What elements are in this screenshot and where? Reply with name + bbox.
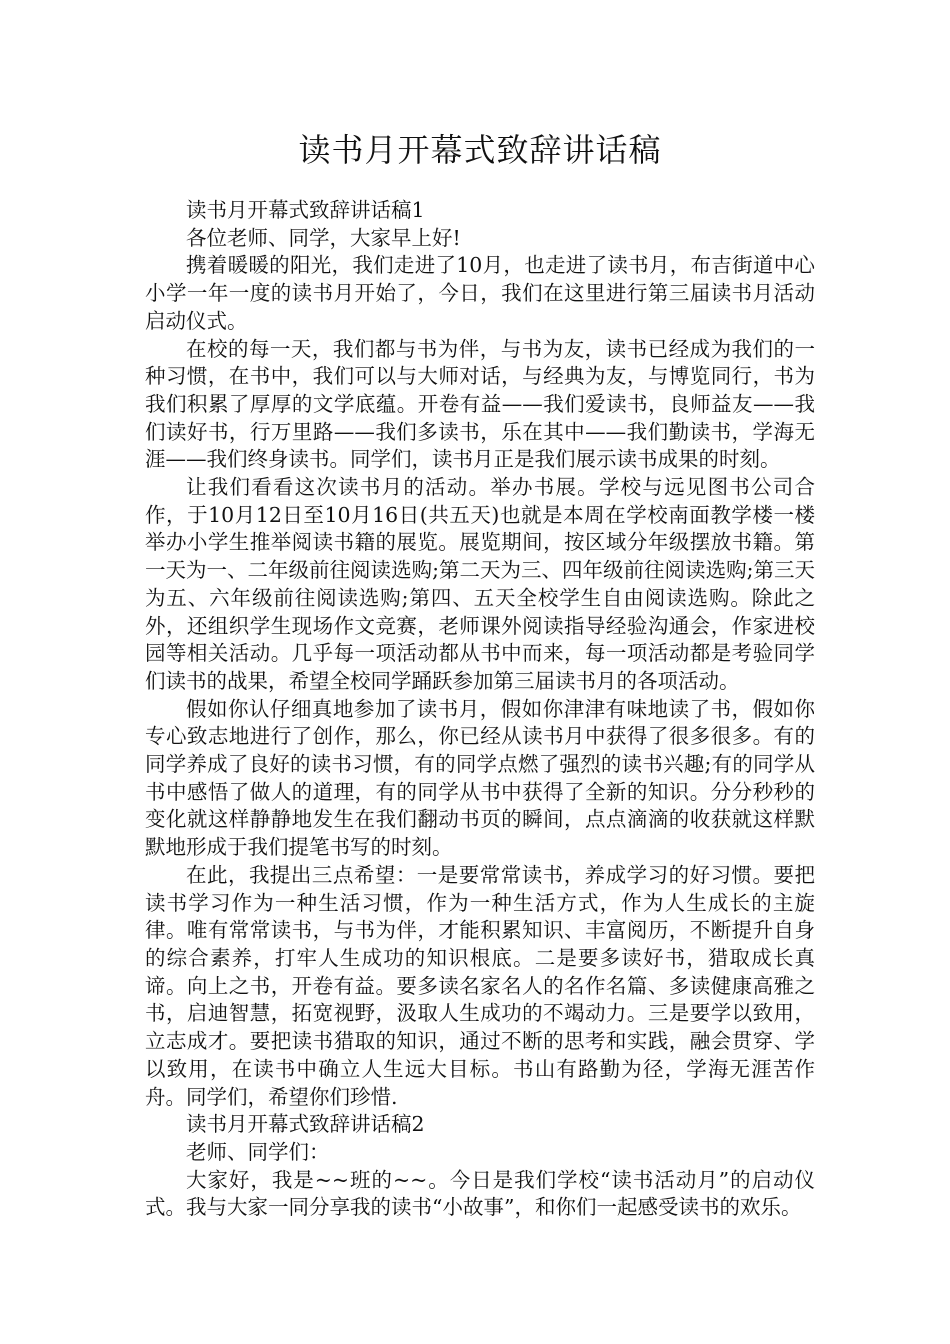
body-paragraph: 让我们看看这次读书月的活动。举办书展。学校与远见图书公司合作，于10月12日至10月16日(共五天)也就是本周在学校南面教学楼一楼举办小学生推举阅读书籍的展览。展览期间，按区域分年级摆放书籍。第一天为一、二年级前往阅读选购;第二天为三、四年级前往阅读选购;第三天为五、六年级前往阅读选购;第四、五天全校学生自由阅读选购。除此之外，还组织学生现场作文竞赛，老师课外阅读指导经验沟通会，作家进校园等相关活动。几乎每一项活动都从书中而来，每一项活动都是考验同学们读书的战果，希望全校同学踊跃参加第三届读书月的各项活动。: [145, 475, 815, 693]
section-heading-2: 读书月开幕式致辞讲话稿2: [186, 1112, 425, 1137]
body-paragraph: 假如你认仔细真地参加了读书月，假如你津津有味地读了书，假如你专心致志地进行了创作，那么，你已经从读书月中获得了很多很多。有的同学养成了良好的读书习惯，有的同学点燃了强烈的读书兴趣;有的同学从书中感悟了做人的道理，有的同学从书中获得了全新的知识。分分秒秒的变化就这样静静地发生在我们翻动书页的瞬间，点点滴滴的收获就这样默默地形成于我们提笔书写的时刻。: [145, 696, 815, 860]
section-heading-1: 读书月开幕式致辞讲话稿1: [186, 198, 425, 222]
document-body: [145, 197, 815, 1222]
document-title: 读书月开幕式致辞讲话稿: [298, 131, 662, 169]
greeting-paragraph: 老师、同学们：: [186, 1139, 330, 1164]
greeting-paragraph: 各位老师、同学，大家早上好!: [186, 225, 461, 250]
body-paragraph: 在此，我提出三点希望：一是要常常读书，养成学习的好习惯。要把读书学习作为一种生活习惯，作为一种生活方式，作为人生成长的主旋律。唯有常常读书，与书为伴，才能积累知识、丰富阅历，不断提升自身的综合素养，打牢人生成功的知识根底。二是要多读好书，猎取成长真谛。向上之书，开卷有益。要多读名家名人的名作名篇、多读健康高雅之书，启迪智慧，拓宽视野，汲取人生成功的不竭动力。三是要学以致用，立志成才。要把读书猎取的知识，通过不断的思考和实践，融会贯穿、学以致用，在读书中确立人生远大目标。书山有路勤为径，学海无涯苦作舟。同学们，希望你们珍惜.: [145, 862, 815, 1109]
body-paragraph: 大家好，我是~~班的~~。今日是我们学校“读书活动月”的启动仪式。我与大家一同分享我的读书“小故事”，和你们一起感受读书的欢乐。: [145, 1167, 815, 1220]
body-paragraph: 在校的每一天，我们都与书为伴，与书为友，读书已经成为我们的一种习惯，在书中，我们可以与大师对话，与经典为友，与博览同行，书为我们积累了厚厚的文学底蕴。开卷有益——我们爱读书，良师益友——我们读好书，行万里路——我们多读书，乐在其中——我们勤读书，学海无涯——我们终身读书。同学们，读书月正是我们展示读书成果的时刻。: [145, 336, 815, 472]
body-paragraph: 携着暖暖的阳光，我们走进了10月，也走进了读书月，布吉街道中心小学一年一度的读书月开始了，今日，我们在这里进行第三届读书月活动启动仪式。: [145, 253, 815, 333]
